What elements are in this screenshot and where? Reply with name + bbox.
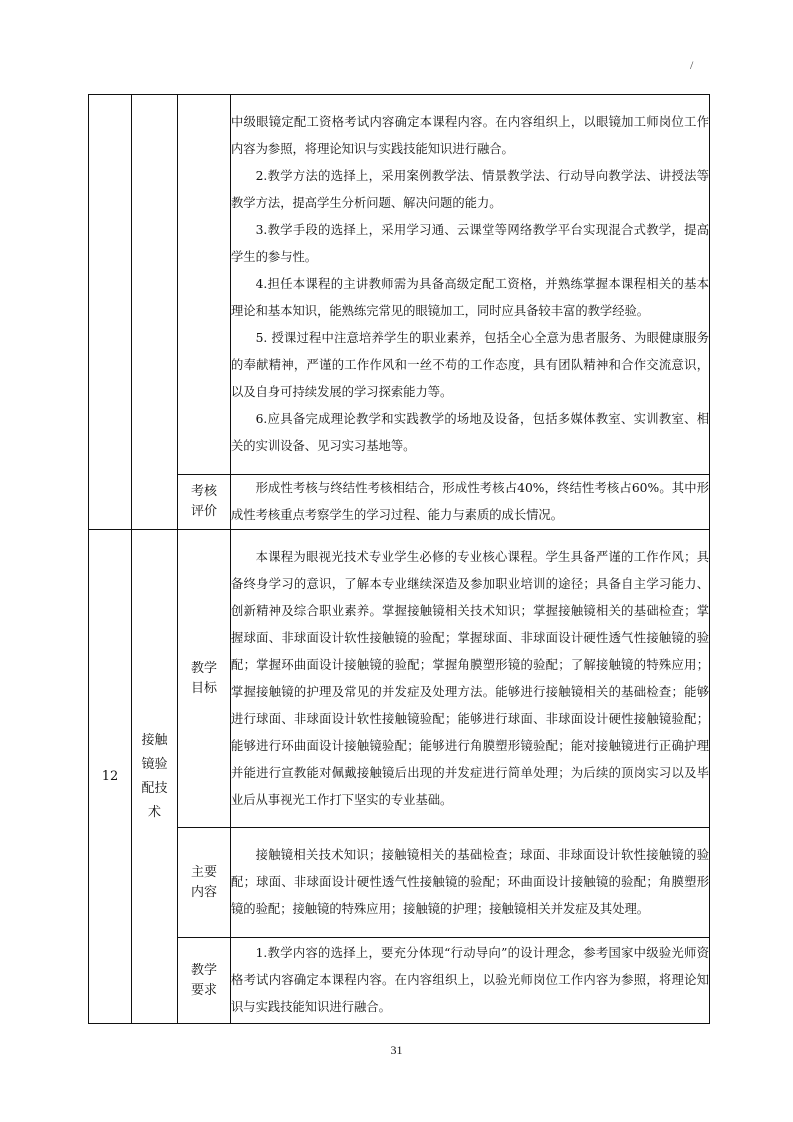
requirements-paragraph: 5. 授课过程中注意培养学生的职业素养，包括全心全意为患者服务、为眼健康服务的奉献精神，严谨的工作作风和一丝不苟的工作态度，具有团队精神和合作交流意识，以及自身可持续发展的学习探索能力等。: [231, 331, 709, 399]
requirements-paragraph: 中级眼镜定配工资格考试内容确定本课程内容。在内容组织上，以眼镜加工师岗位工作内容为参照，将理论知识与实践技能知识进行融合。: [231, 115, 709, 156]
requirements-paragraph: 1.教学内容的选择上，要充分体现“行动导向”的设计理念，参考国家中级验光师资格考试内容确定本课程内容。在内容组织上，以验光师岗位工作内容为参照，将理论知识与实践技能知识进行融合。: [231, 946, 709, 1014]
sub-label-cell-continued: [178, 95, 231, 475]
table-row: [89, 475, 710, 530]
course-number-cell-continued: [89, 95, 132, 530]
assessment-label-text: 考核评价: [190, 484, 217, 519]
content-label-text: 主要内容: [190, 864, 217, 900]
main-content-text: [231, 828, 710, 938]
course-name-text: 接触镜验配技术: [141, 732, 168, 820]
course-name: [132, 530, 178, 1024]
table-row: [89, 828, 710, 938]
assessment-label: [178, 475, 231, 530]
assessment-paragraph: 形成性考核与终结性考核相结合，形成性考核占40%，终结性考核占60%。其中形成性考核重点考察学生的学习过程、能力与素质的成长情况。: [231, 481, 709, 522]
page-number: 31: [390, 1043, 403, 1057]
content-label: [178, 828, 231, 938]
table-row: [89, 95, 710, 475]
requirements-paragraph: 6.应具备完成理论教学和实践教学的场地及设备，包括多媒体教室、实训教室、相关的实训设备、见习实习基地等。: [231, 412, 709, 453]
requirements-paragraph: 2.教学方法的选择上，采用案例教学法、情景教学法、行动导向教学法、讲授法等教学方法，提高学生分析问题、解决问题的能力。: [231, 169, 709, 210]
requirements-label-text: 教学要求: [190, 962, 217, 998]
table-row: [89, 530, 710, 828]
table-row: [89, 938, 710, 1024]
objectives-text: [231, 530, 710, 828]
objectives-paragraph: 本课程为眼视光技术专业学生必修的专业核心课程。学生具备严谨的工作作风；具备终身学习的意识，了解本专业继续深造及参加职业培训的途径；具备自主学习能力、创新精神及综合职业素养。掌握接触镜相关技术知识；掌握接触镜相关的基础检查；掌握球面、非球面设计软性接触镜的验配；掌握球面、非球面设计硬性透气性接触镜的验配；掌握环曲面设计接触镜的验配；掌握角膜塑形镜的验配；了解接触镜的特殊应用；掌握接触镜的护理及常见的并发症及处理方法。能够进行接触镜相关的基础检查；能够进行球面、非球面设计软性接触镜验配；能够进行球面、非球面设计硬性接触镜验配；能够进行环曲面设计接触镜验配；能够进行角膜塑形镜验配；能对接触镜进行正确护理并能进行宣教能对佩戴接触镜后出现的并发症进行简单处理；为后续的顶岗实习以及毕业后从事视光工作打下坚实的专业基础。: [231, 549, 709, 807]
assessment-text: [231, 475, 710, 530]
curriculum-table: [88, 94, 710, 1024]
teaching-requirements-continued: [231, 95, 710, 475]
objectives-label: [178, 530, 231, 828]
objectives-label-text: 教学目标: [190, 660, 217, 696]
course-number: 12: [89, 530, 132, 1024]
requirements-text: [231, 938, 710, 1024]
main-content-paragraph: 接触镜相关技术知识；接触镜相关的基础检查；球面、非球面设计软性接触镜的验配；球面、非球面设计硬性透气性接触镜的验配；环曲面设计接触镜的验配；角膜塑形镜的验配；接触镜的特殊应用；接触镜的护理；接触镜相关并发症及其处理。: [231, 848, 709, 916]
requirements-paragraph: 3.教学手段的选择上，采用学习通、云课堂等网络教学平台实现混合式教学，提高学生的参与性。: [231, 223, 709, 264]
requirements-label: [178, 938, 231, 1024]
course-name-cell-continued: [132, 95, 178, 530]
requirements-paragraph: 4.担任本课程的主讲教师需为具备高级定配工资格，并熟练掌握本课程相关的基本理论和基本知识，能熟练完常见的眼镜加工，同时应具备较丰富的教学经验。: [231, 277, 709, 318]
corner-mark: /: [690, 58, 694, 72]
